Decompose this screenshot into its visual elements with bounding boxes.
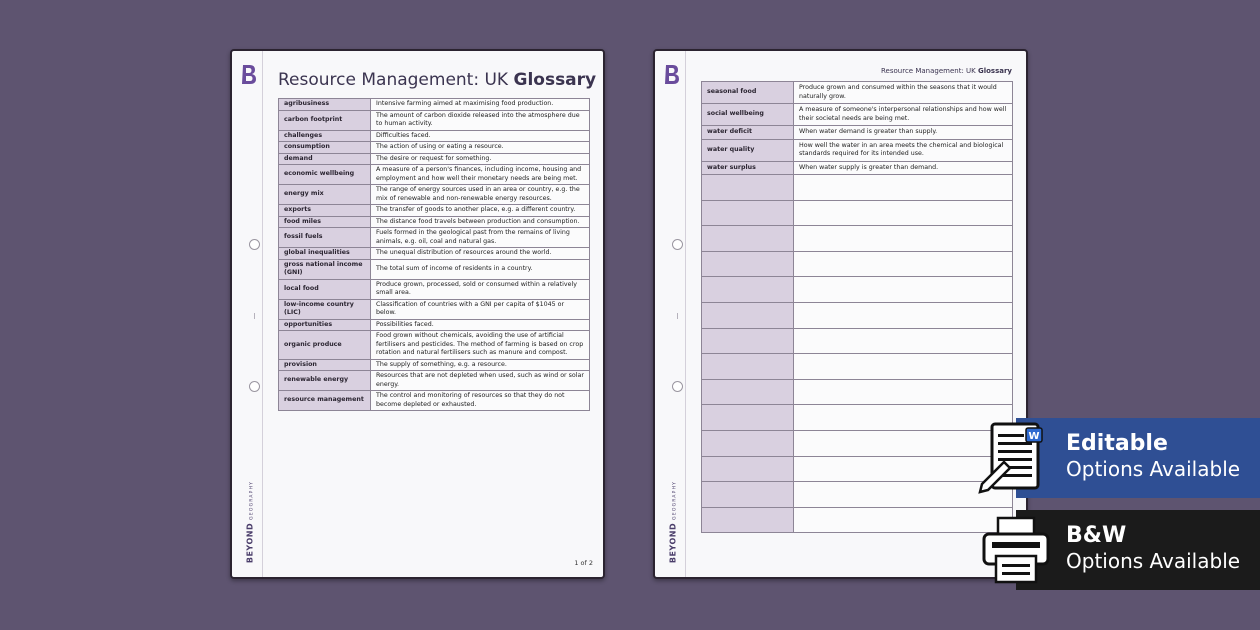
empty-definition-cell <box>794 200 1013 226</box>
glossary-definition: Produce grown, processed, sold or consumed within a relatively small area. <box>371 279 590 299</box>
glossary-definition: Classification of countries with a GNI per capita of $1045 or below. <box>371 299 590 319</box>
empty-glossary-row <box>702 507 1013 533</box>
glossary-row <box>279 259 590 279</box>
margin-line <box>685 51 686 577</box>
empty-term-cell <box>702 226 794 252</box>
glossary-term: exports <box>279 205 371 217</box>
beyond-logo-icon <box>663 63 681 85</box>
empty-glossary-row <box>702 328 1013 354</box>
glossary-term: water deficit <box>702 126 794 140</box>
glossary-definition: Difficulties faced. <box>371 130 590 142</box>
empty-term-cell <box>702 405 794 431</box>
brand-main: BEYOND <box>668 522 678 564</box>
empty-definition-cell <box>794 277 1013 303</box>
empty-term-cell <box>702 277 794 303</box>
header-regular: Resource Management: UK <box>881 67 978 75</box>
glossary-definition: A measure of a person's finances, including income, housing and employment and how well their monetary needs are being met. <box>371 165 590 185</box>
empty-glossary-row <box>702 482 1013 508</box>
glossary-definition: The control and monitoring of resources so that they do not become depleted or exhausted. <box>371 391 590 411</box>
brand-vertical <box>237 477 257 567</box>
page-header <box>881 67 1012 75</box>
punch-hole <box>672 239 683 250</box>
fold-mark <box>254 313 255 319</box>
editable-subtitle: Options Available <box>1066 457 1241 481</box>
glossary-definition: A measure of someone's interpersonal relationships and how well their societal needs are being met. <box>794 104 1013 126</box>
glossary-definition: The desire or request for something. <box>371 153 590 165</box>
empty-glossary-row <box>702 302 1013 328</box>
glossary-row <box>279 248 590 260</box>
glossary-definition: The distance food travels between production and consumption. <box>371 216 590 228</box>
empty-glossary-row <box>702 430 1013 456</box>
glossary-row <box>279 331 590 360</box>
glossary-definition: The amount of carbon dioxide released into the atmosphere due to human activity. <box>371 110 590 130</box>
glossary-row <box>702 82 1013 104</box>
brand-main: BEYOND <box>245 522 255 564</box>
glossary-row <box>279 142 590 154</box>
glossary-term: demand <box>279 153 371 165</box>
page-title <box>278 70 596 90</box>
glossary-term: consumption <box>279 142 371 154</box>
glossary-definition: The supply of something, e.g. a resource. <box>371 359 590 371</box>
margin-line <box>262 51 263 577</box>
glossary-term: energy mix <box>279 185 371 205</box>
empty-definition-cell <box>794 175 1013 201</box>
brand-vertical <box>660 477 680 567</box>
glossary-term: organic produce <box>279 331 371 360</box>
glossary-row <box>702 104 1013 126</box>
punch-hole <box>672 381 683 392</box>
glossary-row <box>279 153 590 165</box>
glossary-row <box>279 110 590 130</box>
brand-sub: GEOGRAPHY <box>249 480 255 520</box>
empty-glossary-row <box>702 456 1013 482</box>
glossary-term: opportunities <box>279 319 371 331</box>
glossary-term: local food <box>279 279 371 299</box>
glossary-definition: When water supply is greater than demand. <box>794 161 1013 175</box>
empty-definition-cell <box>794 328 1013 354</box>
empty-term-cell <box>702 482 794 508</box>
glossary-definition: The range of energy sources used in an area or country, e.g. the mix of renewable and non-renewable energy resources. <box>371 185 590 205</box>
glossary-row <box>279 299 590 319</box>
glossary-term: global inequalities <box>279 248 371 260</box>
empty-term-cell <box>702 200 794 226</box>
glossary-term: gross national income (GNI) <box>279 259 371 279</box>
glossary-term: provision <box>279 359 371 371</box>
beyond-logo-icon <box>240 63 258 85</box>
brand-sub: GEOGRAPHY <box>672 480 678 520</box>
empty-definition-cell <box>794 379 1013 405</box>
editable-title: Editable <box>1066 431 1168 456</box>
glossary-row <box>279 185 590 205</box>
glossary-term: renewable energy <box>279 371 371 391</box>
glossary-row <box>279 216 590 228</box>
glossary-row <box>702 161 1013 175</box>
glossary-term: carbon footprint <box>279 110 371 130</box>
editable-options-banner[interactable] <box>1016 418 1260 498</box>
empty-glossary-row <box>702 226 1013 252</box>
glossary-definition: Resources that are not depleted when used, such as wind or solar energy. <box>371 371 590 391</box>
glossary-definition: When water demand is greater than supply. <box>794 126 1013 140</box>
glossary-term: fossil fuels <box>279 228 371 248</box>
glossary-row <box>702 139 1013 161</box>
bw-options-banner[interactable] <box>1016 510 1260 590</box>
empty-term-cell <box>702 507 794 533</box>
glossary-term: economic wellbeing <box>279 165 371 185</box>
punch-hole <box>249 239 260 250</box>
glossary-row <box>279 279 590 299</box>
glossary-row <box>279 391 590 411</box>
svg-text:W: W <box>1028 431 1040 442</box>
glossary-row <box>279 205 590 217</box>
empty-glossary-row <box>702 379 1013 405</box>
empty-term-cell <box>702 379 794 405</box>
glossary-row <box>279 319 590 331</box>
glossary-term: seasonal food <box>702 82 794 104</box>
glossary-table <box>278 98 590 411</box>
glossary-definition: The total sum of income of residents in a country. <box>371 259 590 279</box>
title-bold: Glossary <box>513 70 597 90</box>
empty-glossary-row <box>702 405 1013 431</box>
empty-term-cell <box>702 175 794 201</box>
glossary-row <box>279 165 590 185</box>
glossary-row <box>279 359 590 371</box>
glossary-definition: The transfer of goods to another place, e.g. a different country. <box>371 205 590 217</box>
glossary-row <box>702 126 1013 140</box>
punch-hole <box>249 381 260 392</box>
word-document-pen-icon <box>976 418 1054 498</box>
glossary-term: low-income country (LIC) <box>279 299 371 319</box>
bw-subtitle: Options Available <box>1066 549 1241 573</box>
empty-glossary-row <box>702 200 1013 226</box>
glossary-definition: Intensive farming aimed at maximising food production. <box>371 99 590 111</box>
worksheet-page-1 <box>230 49 605 579</box>
glossary-term: water surplus <box>702 161 794 175</box>
page-number: 1 of 2 <box>574 559 593 567</box>
empty-glossary-row <box>702 277 1013 303</box>
fold-mark <box>677 313 678 319</box>
empty-glossary-row <box>702 251 1013 277</box>
empty-definition-cell <box>794 226 1013 252</box>
glossary-table <box>701 81 1013 533</box>
bw-title: B&W <box>1066 523 1127 548</box>
empty-definition-cell <box>794 251 1013 277</box>
glossary-term: social wellbeing <box>702 104 794 126</box>
empty-term-cell <box>702 251 794 277</box>
empty-term-cell <box>702 354 794 380</box>
glossary-term: food miles <box>279 216 371 228</box>
empty-term-cell <box>702 430 794 456</box>
glossary-row <box>279 99 590 111</box>
empty-term-cell <box>702 302 794 328</box>
empty-definition-cell <box>794 302 1013 328</box>
glossary-definition: Produce grown and consumed within the seasons that it would naturally grow. <box>794 82 1013 104</box>
empty-glossary-row <box>702 354 1013 380</box>
glossary-term: water quality <box>702 139 794 161</box>
glossary-definition: Food grown without chemicals, avoiding the use of artificial fertilisers and pesticides. The method of farming is based on crop rotation and natural fertilisers such as manure and compost. <box>371 331 590 360</box>
glossary-term: resource management <box>279 391 371 411</box>
empty-definition-cell <box>794 354 1013 380</box>
header-bold: Glossary <box>977 67 1012 75</box>
empty-term-cell <box>702 328 794 354</box>
glossary-row <box>279 228 590 248</box>
glossary-definition: How well the water in an area meets the chemical and biological standards required for its intended use. <box>794 139 1013 161</box>
glossary-term: agribusiness <box>279 99 371 111</box>
glossary-row <box>279 371 590 391</box>
empty-term-cell <box>702 456 794 482</box>
title-regular: Resource Management: UK <box>278 70 514 90</box>
printer-icon <box>976 510 1054 590</box>
empty-glossary-row <box>702 175 1013 201</box>
glossary-definition: The action of using or eating a resource. <box>371 142 590 154</box>
glossary-term: challenges <box>279 130 371 142</box>
worksheet-page-2 <box>653 49 1028 579</box>
glossary-definition: Possibilities faced. <box>371 319 590 331</box>
glossary-definition: Fuels formed in the geological past from the remains of living animals, e.g. oil, coal and natural gas. <box>371 228 590 248</box>
glossary-row <box>279 130 590 142</box>
glossary-definition: The unequal distribution of resources around the world. <box>371 248 590 260</box>
